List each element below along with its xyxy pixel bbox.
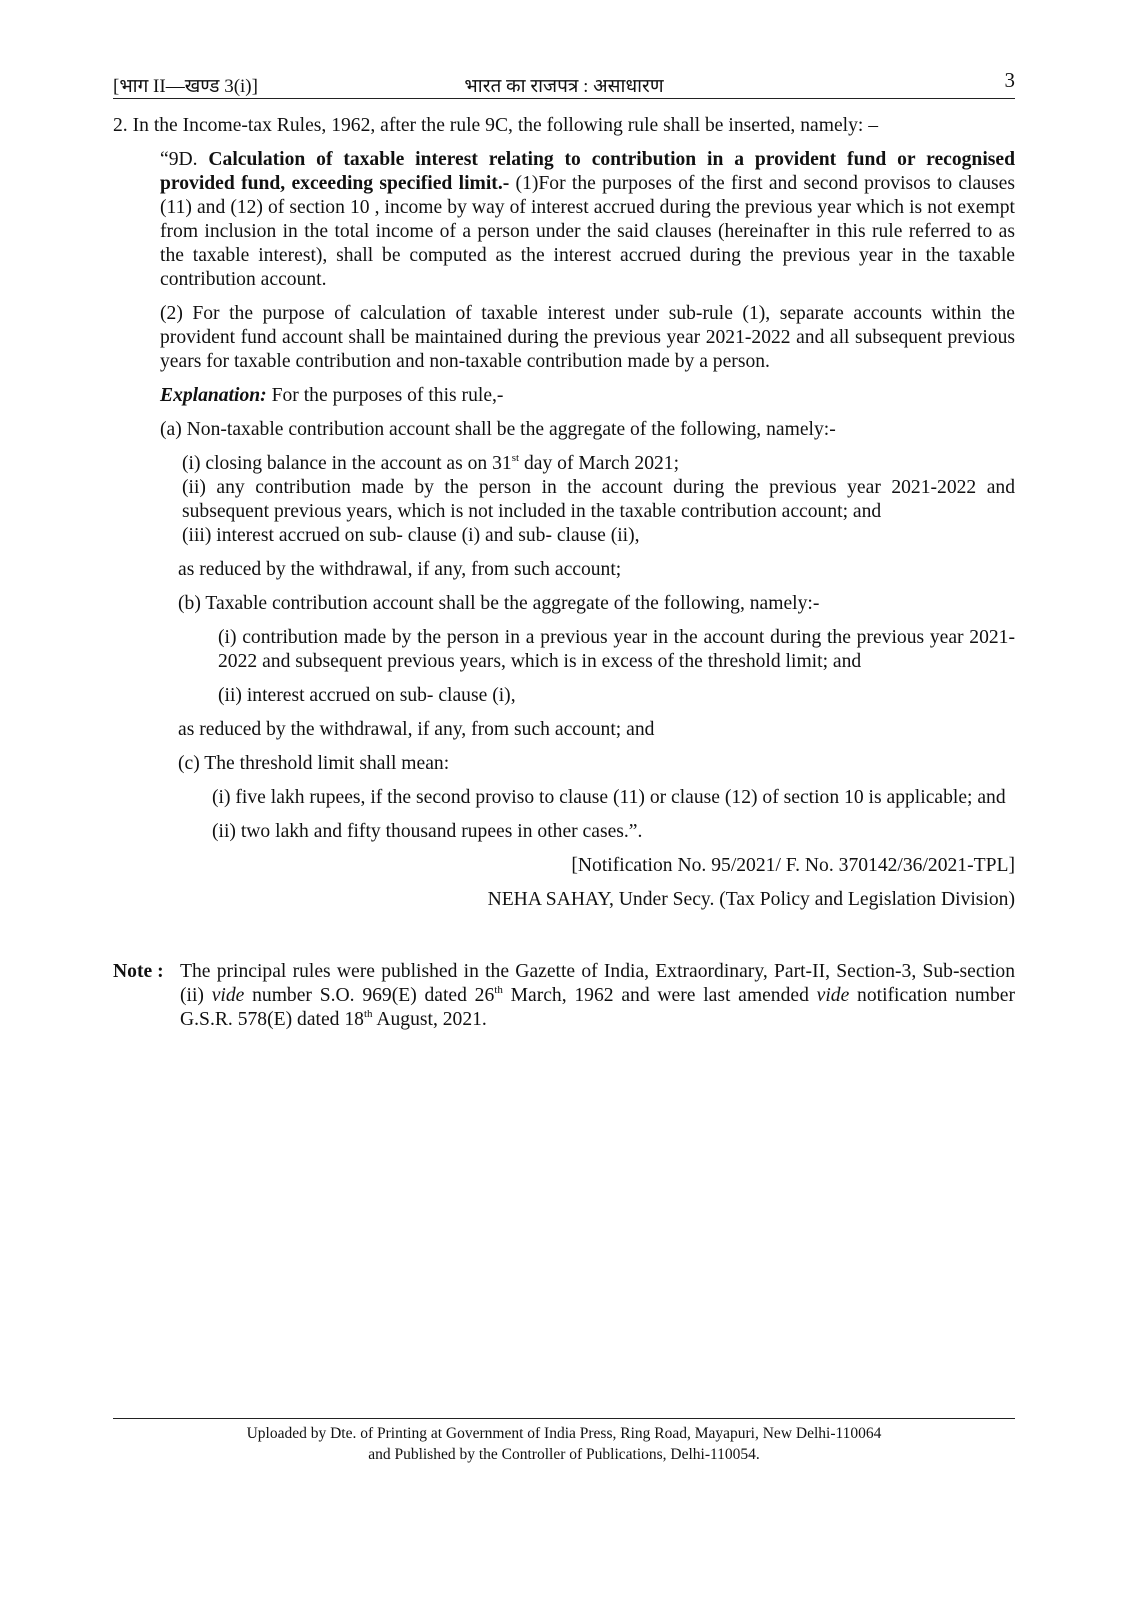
clause-a-item-ii: (ii) any contribution made by the person in the account during the previous year 2021-2022 and subsequent previous years, which is not included in the taxable contribution account; and bbox=[182, 477, 1015, 522]
header-gazette-title: भारत का राजपत्र : असाधारण bbox=[464, 76, 664, 97]
clause-a-reduced: as reduced by the withdrawal, if any, from such account; bbox=[178, 559, 622, 580]
note-text-2: number S.O. 969(E) dated 26 bbox=[244, 985, 495, 1006]
clause-a-item-iii: (iii) interest accrued on sub- clause (i) and sub- clause (ii), bbox=[182, 525, 640, 546]
clause-b-item-ii: (ii) interest accrued on sub- clause (i), bbox=[218, 685, 516, 706]
header-rule bbox=[113, 98, 1015, 99]
clause-b-reduced: as reduced by the withdrawal, if any, from such account; and bbox=[178, 719, 655, 740]
running-header bbox=[113, 68, 1015, 98]
note-sup-1: th bbox=[494, 984, 503, 996]
clause-b-intro: (b) Taxable contribution account shall be the aggregate of the following, namely:- bbox=[178, 593, 820, 614]
footer-line-2: and Published by the Controller of Publications, Delhi-110054. bbox=[368, 1446, 760, 1463]
clause-a-i-suffix: day of March 2021; bbox=[519, 453, 680, 474]
note-text-3: March, 1962 and were last amended bbox=[502, 985, 817, 1006]
note-vide-1: vide bbox=[211, 985, 245, 1006]
note-text-1: The principal rules were published in the Gazette of India, Extraordinary, Part-II, Section-3, Sub-section (ii) bbox=[180, 961, 1015, 1006]
note-label: Note : bbox=[113, 961, 164, 982]
rule-sub-rule-1: (1)For the purposes of the first and second provisos to clauses (11) and (12) of section 10 , income by way of interest accrued during the previous year which is not exempt from inclusion in the total income of a person under the said clauses (hereinafter in this rule referred to as the taxable interest), shall be computed as the interest accrued during the previous year in the taxable contribution account. bbox=[160, 173, 1016, 290]
footer-rule bbox=[113, 1418, 1015, 1419]
note-text bbox=[180, 960, 1015, 1032]
notification-number: [Notification No. 95/2021/ F. No. 370142/36/2021-TPL] bbox=[571, 855, 1015, 876]
note-sup-2: th bbox=[363, 1008, 373, 1020]
explanation-label: Explanation: bbox=[160, 385, 267, 406]
page-number: 3 bbox=[1004, 68, 1015, 92]
note-text-4: notification number G.S.R. 578(E) dated 18 bbox=[180, 985, 1015, 1030]
clause-c-intro: (c) The threshold limit shall mean: bbox=[178, 753, 450, 774]
note-vide-2: vide bbox=[816, 985, 850, 1006]
explanation-line bbox=[160, 384, 1015, 408]
page-footer bbox=[113, 1423, 1015, 1465]
spacer bbox=[113, 922, 1015, 960]
document-body bbox=[113, 114, 1015, 1032]
clause-c-item-ii: (ii) two lakh and fifty thousand rupees in other cases.”. bbox=[212, 821, 643, 842]
note-block bbox=[113, 960, 1015, 1032]
footer-line-1: Uploaded by Dte. of Printing at Government of India Press, Ring Road, Mayapuri, New Delhi-110064 bbox=[246, 1425, 882, 1442]
clause-a-intro: (a) Non-taxable contribution account shall be the aggregate of the following, namely:- bbox=[160, 419, 836, 440]
explanation-text: For the purposes of this rule,- bbox=[266, 385, 504, 406]
rule-open-quote: “9D. bbox=[160, 149, 209, 170]
clause-b-item-i: (i) contribution made by the person in a previous year in the account during the previous year 2021-2022 and subsequent previous years, which is in excess of the threshold limit; and bbox=[218, 627, 1015, 672]
clause-c-item-i: (i) five lakh rupees, if the second proviso to clause (11) or clause (12) of section 10 is applicable; and bbox=[212, 787, 1006, 808]
clause-a-items bbox=[182, 452, 1015, 548]
rule-9d-paragraph bbox=[160, 148, 1015, 292]
clause-a-item-i bbox=[182, 452, 1015, 476]
clause-a-i-sup: st bbox=[511, 452, 520, 464]
sub-rule-2: (2) For the purpose of calculation of taxable interest under sub-rule (1), separate accounts within the provident fund account shall be maintained during the previous year 2021-2022 and all subsequent previous years for taxable contribution and non-taxable contribution made by a person. bbox=[160, 303, 1015, 372]
paragraph-2: 2. In the Income-tax Rules, 1962, after the rule 9C, the following rule shall be inserted, namely: – bbox=[113, 115, 879, 136]
note-text-5: August, 2021. bbox=[372, 1009, 487, 1030]
signatory: NEHA SAHAY, Under Secy. (Tax Policy and Legislation Division) bbox=[487, 889, 1015, 910]
header-part-section: [भाग II—खण्ड 3(i)] bbox=[113, 76, 258, 97]
rule-heading: Calculation of taxable interest relating to contribution in a provident fund or recognised provided fund, exceeding specified limit.- bbox=[160, 149, 1015, 194]
clause-a-i-text: (i) closing balance in the account as on 31 bbox=[182, 453, 512, 474]
